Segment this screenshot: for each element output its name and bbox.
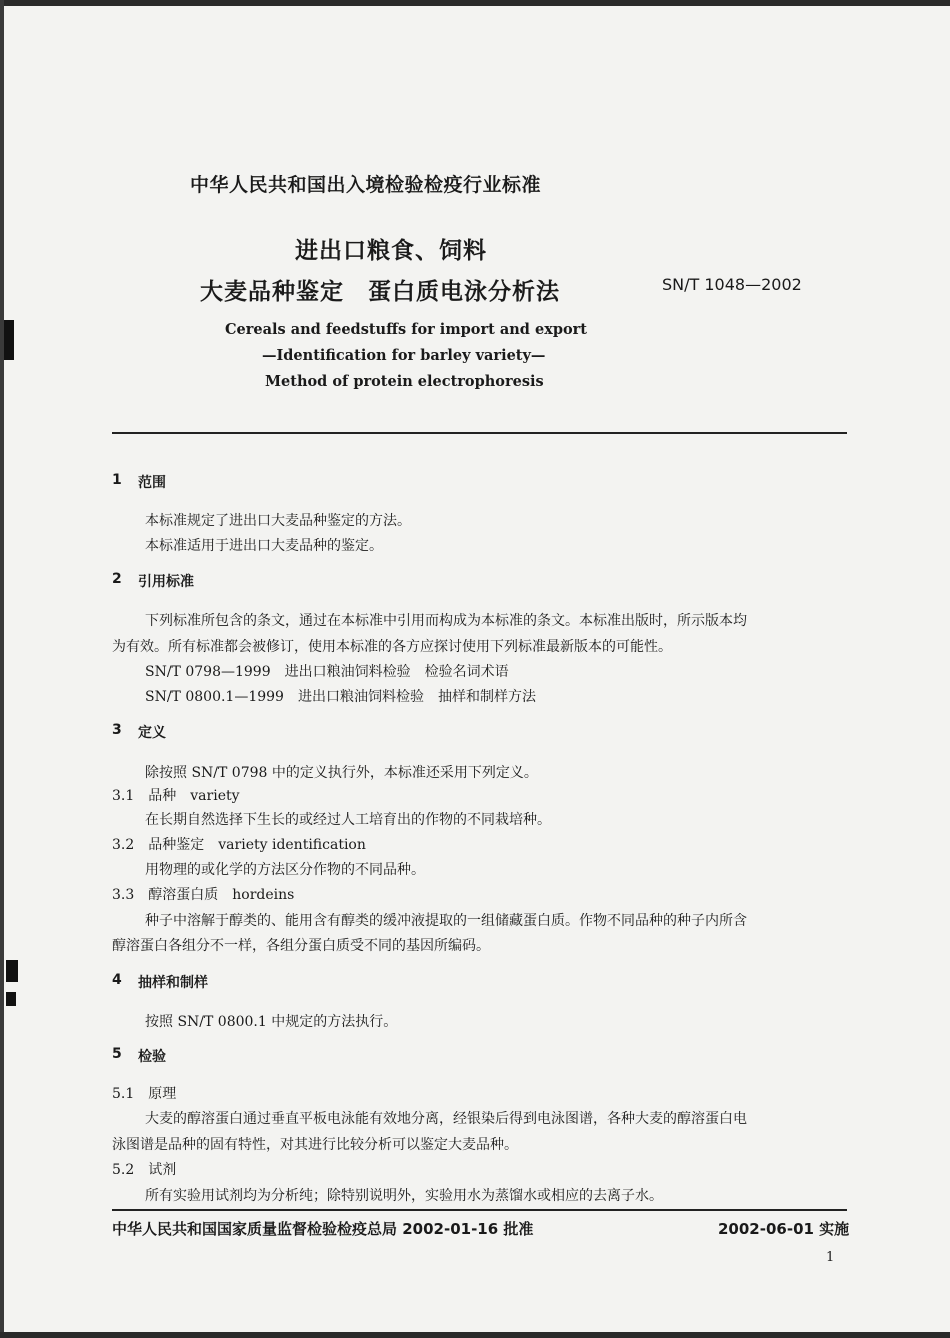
paragraph: 本标准适用于进出口大麦品种的鉴定。 (145, 538, 383, 554)
section-heading: 范围 (138, 475, 166, 491)
paragraph: 种子中溶解于醇类的、能用含有醇类的缓冲液提取的一组储藏蛋白质。作物不同品种的种子内所含 (145, 913, 747, 929)
english-title-line2: —Identification for barley variety— (262, 347, 546, 364)
header-divider (112, 432, 847, 434)
issuing-org-title: 中华人民共和国出入境检验检疫行业标准 (190, 174, 542, 196)
section-number: 3 (112, 722, 122, 738)
section-heading: 引用标准 (138, 574, 194, 590)
paragraph: 所有实验用试剂均为分析纯；除特别说明外，实验用水为蒸馏水或相应的去离子水。 (145, 1188, 663, 1204)
section-number: 5 (112, 1046, 122, 1062)
paragraph: 为有效。所有标准都会被修订，使用本标准的各方应探讨使用下列标准最新版本的可能性。 (112, 639, 672, 655)
paragraph: 在长期自然选择下生长的或经过人工培育出的作物的不同栽培种。 (145, 812, 551, 828)
section-number: 2 (112, 571, 122, 587)
reference-item: SN/T 0800.1—1999 进出口粮油饲料检验 抽样和制样方法 (145, 689, 536, 705)
subsection-heading: 3.2 品种鉴定 variety identification (112, 837, 366, 853)
footer-divider (112, 1209, 847, 1211)
scan-edge-left (0, 0, 4, 1338)
paragraph: 除按照 SN/T 0798 中的定义执行外，本标准还采用下列定义。 (145, 765, 538, 781)
scan-edge-top (0, 0, 950, 6)
paragraph: 按照 SN/T 0800.1 中规定的方法执行。 (145, 1014, 398, 1030)
document-title-line2: 大麦品种鉴定 蛋白质电泳分析法 (200, 279, 560, 305)
paragraph: 大麦的醇溶蛋白通过垂直平板电泳能有效地分离，经银染后得到电泳图谱，各种大麦的醇溶蛋白电 (145, 1111, 747, 1127)
scan-mark (6, 960, 18, 982)
subsection-heading: 3.3 醇溶蛋白质 hordeins (112, 887, 295, 903)
scan-edge-bottom (0, 1332, 950, 1338)
subsection-heading: 5.2 试剂 (112, 1162, 177, 1178)
effective-date: 2002-06-01 实施 (718, 1220, 850, 1238)
paragraph: 醇溶蛋白各组分不一样，各组分蛋白质受不同的基因所编码。 (112, 938, 490, 954)
subsection-heading: 5.1 原理 (112, 1086, 177, 1102)
subsection-heading: 3.1 品种 variety (112, 788, 240, 804)
english-title-line1: Cereals and feedstuffs for import and export (225, 321, 587, 338)
section-heading: 检验 (138, 1049, 166, 1065)
paragraph: 泳图谱是品种的固有特性，对其进行比较分析可以鉴定大麦品种。 (112, 1137, 518, 1153)
scan-mark (6, 992, 16, 1006)
approval-statement: 中华人民共和国国家质量监督检验检疫总局 2002-01-16 批准 (112, 1220, 534, 1238)
standard-code: SN/T 1048—2002 (662, 275, 802, 294)
section-heading: 定义 (138, 725, 166, 741)
document-title-line1: 进出口粮食、饲料 (295, 238, 487, 264)
page-number: 1 (826, 1250, 835, 1265)
section-number: 1 (112, 472, 122, 488)
scan-mark (4, 320, 14, 360)
paragraph: 本标准规定了进出口大麦品种鉴定的方法。 (145, 513, 411, 529)
section-number: 4 (112, 972, 122, 988)
paragraph: 用物理的或化学的方法区分作物的不同品种。 (145, 862, 425, 878)
english-title-line3: Method of protein electrophoresis (265, 373, 544, 390)
reference-item: SN/T 0798—1999 进出口粮油饲料检验 检验名词术语 (145, 664, 509, 680)
section-heading: 抽样和制样 (138, 975, 208, 991)
paragraph: 下列标准所包含的条文，通过在本标准中引用而构成为本标准的条文。本标准出版时，所示版本均 (145, 613, 747, 629)
